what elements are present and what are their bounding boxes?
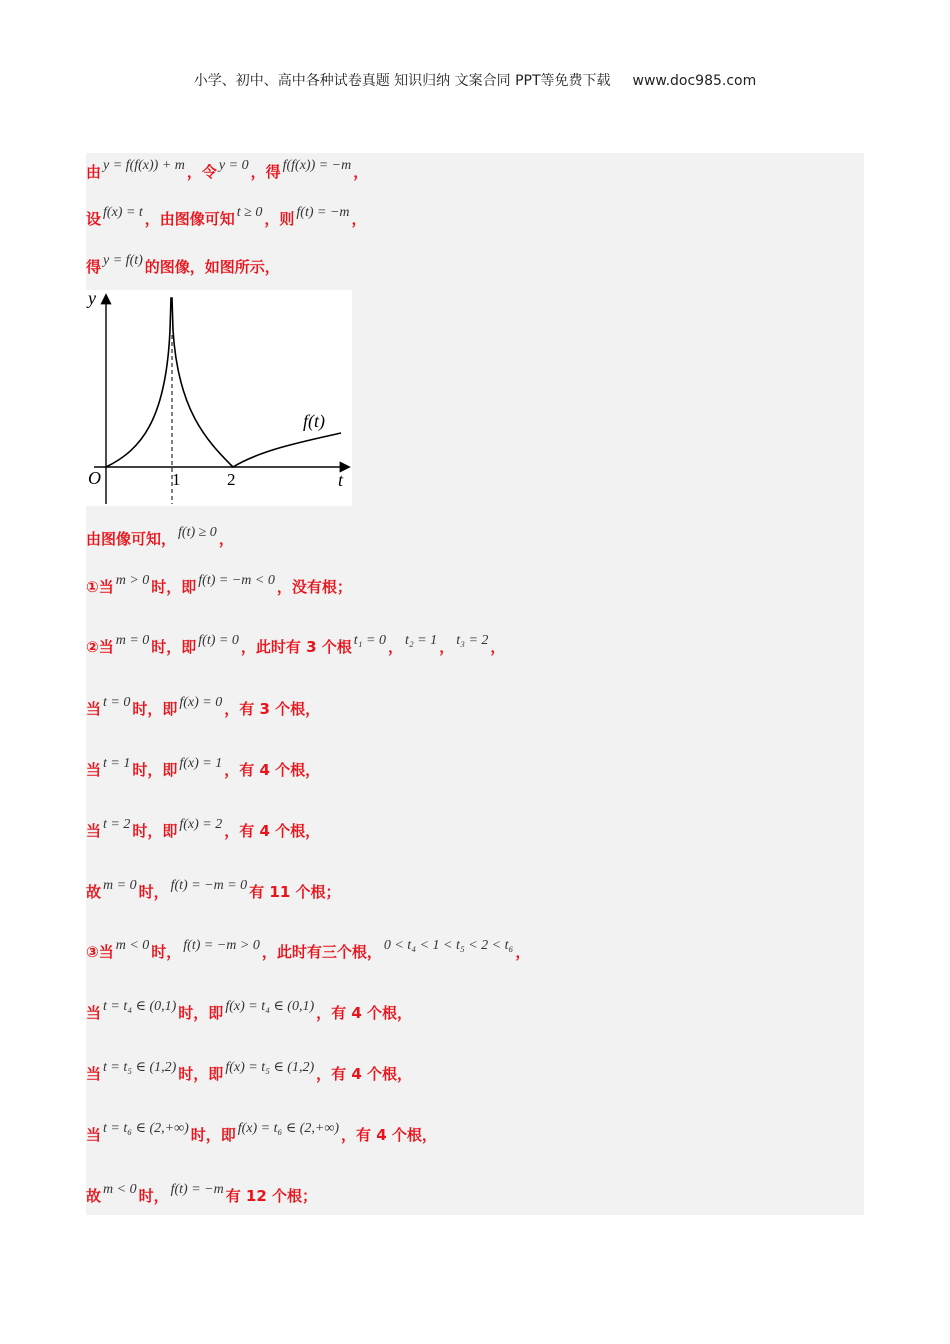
line-text: ①当 [86, 578, 114, 596]
solution-line [86, 1060, 413, 1084]
origin-label: O [88, 468, 101, 488]
page-header [0, 70, 950, 90]
math-expression: m < 0 [103, 1182, 137, 1197]
y-axis-label: y [88, 290, 96, 308]
line-text: 由 [86, 163, 102, 181]
math-expression: t ≥ 0 [236, 205, 263, 220]
line-text: 时，即 [132, 822, 178, 840]
line-text: 设 [86, 210, 102, 228]
line-text: 时，即 [178, 1004, 224, 1022]
header-text: 小学、初中、高中各种试卷真题 知识归纳 文案合同 PPT等免费下载 [193, 73, 611, 89]
line-text: 当 [86, 1004, 102, 1022]
line-text: 有 11 个根； [249, 883, 341, 901]
math-expression: f(t) = −m > 0 [183, 938, 260, 953]
math-expression: f(t) = 0 [198, 633, 239, 648]
solution-panel [86, 153, 864, 1215]
line-text: 当 [86, 700, 102, 718]
solution-line [86, 695, 321, 719]
header-site: www.doc985.com [632, 73, 757, 89]
solution-line [86, 999, 413, 1023]
line-text: ③当 [86, 943, 114, 961]
math-expression: f(t) = −m = 0 [170, 878, 248, 893]
x-axis-label: t [338, 470, 344, 490]
line-text: 时，即 [132, 761, 178, 779]
solution-line [86, 573, 352, 597]
math-expression: t = t₅ ∈ (1,2) [103, 1060, 177, 1075]
line-text: 时，即 [132, 700, 178, 718]
line-text: ， [353, 163, 369, 181]
math-expression: y = f(f(x)) + m [103, 158, 185, 173]
line-text: ，则 [264, 210, 295, 228]
line-text: 当 [86, 1126, 102, 1144]
line-text: 时， [138, 1187, 169, 1205]
line-text: ， [490, 638, 506, 656]
line-text: ，没有根； [276, 578, 352, 596]
line-text: 时， [151, 943, 182, 961]
math-expression: f(x) = t₄ ∈ (0,1) [225, 999, 315, 1014]
line-text: 时，即 [190, 1126, 236, 1144]
curve-f-t [106, 298, 341, 467]
line-text: ，有 4 个根， [316, 1004, 413, 1022]
line-text: ②当 [86, 638, 114, 656]
math-expression: m < 0 [115, 938, 150, 953]
line-text: 时， [138, 883, 169, 901]
line-text: 时，即 [178, 1065, 224, 1083]
math-expression: f(t) ≥ 0 [178, 525, 217, 540]
line-text: 得 [86, 258, 102, 276]
math-expression: f(x) = 1 [179, 756, 223, 771]
math-expression: f(x) = t [103, 205, 143, 220]
curve-label: f(t) [303, 411, 325, 431]
math-expression: f(x) = 2 [179, 817, 223, 832]
line-text: ，令 [186, 163, 217, 181]
line-text: 由图像可知， [86, 530, 177, 548]
line-text: ， [387, 638, 403, 656]
math-expression: f(t) = −m [296, 205, 350, 220]
line-text: 有 12 个根； [225, 1187, 318, 1205]
line-text: ，有 4 个根， [316, 1065, 413, 1083]
line-text: ，有 4 个根， [224, 822, 321, 840]
math-expression: f(x) = 0 [179, 695, 223, 710]
line-text: 故 [86, 883, 102, 901]
math-expression: t₁ = 0 [353, 633, 386, 648]
solution-line [86, 756, 321, 780]
math-expression: y = f(t) [103, 253, 143, 268]
line-text: ，此时有三个根， [261, 943, 382, 961]
line-text: ，由图像可知 [144, 210, 235, 228]
math-expression: f(t) = −m [170, 1182, 224, 1197]
line-text: 时，即 [151, 578, 197, 596]
solution-line [86, 1121, 437, 1145]
line-text: 时，即 [151, 638, 197, 656]
solution-line [86, 817, 321, 841]
tick-label-1: 1 [172, 470, 181, 489]
math-expression: t = t₆ ∈ (2,+∞) [103, 1121, 189, 1136]
line-text: ，有 4 个根， [224, 761, 321, 779]
solution-line [86, 633, 506, 657]
math-expression: m = 0 [115, 633, 150, 648]
math-expression: f(f(x)) = −m [282, 158, 352, 173]
solution-line [86, 525, 234, 549]
math-expression: 0 < t₄ < 1 < t₅ < 2 < t₆ [383, 938, 514, 953]
line-text: ，此时有 3 个根 [240, 638, 352, 656]
line-text: ， [218, 530, 234, 548]
solution-line [86, 938, 531, 962]
math-expression: t = 1 [103, 756, 131, 771]
line-text: 当 [86, 1065, 102, 1083]
line-text: ， [351, 210, 367, 228]
line-text: ，有 4 个根， [341, 1126, 437, 1144]
line-text: 当 [86, 761, 102, 779]
math-expression: f(t) = −m < 0 [198, 573, 275, 588]
solution-line [86, 158, 369, 182]
math-expression: t₃ = 2 [456, 633, 489, 648]
tick-label-2: 2 [227, 470, 236, 489]
solution-line [86, 1182, 318, 1206]
line-text: 的图像，如图所示， [144, 258, 280, 276]
line-text: ，有 3 个根， [224, 700, 321, 718]
math-expression: f(x) = t₅ ∈ (1,2) [225, 1060, 315, 1075]
math-expression: m = 0 [103, 878, 137, 893]
line-text: ， [515, 943, 531, 961]
solution-line [86, 878, 341, 902]
math-expression: f(x) = t₆ ∈ (2,+∞) [237, 1121, 339, 1136]
math-expression: t = 2 [103, 817, 131, 832]
math-expression: m > 0 [115, 573, 150, 588]
math-expression: y = 0 [218, 158, 249, 173]
line-text: ， [439, 638, 455, 656]
line-text: 当 [86, 822, 102, 840]
line-text: ，得 [250, 163, 281, 181]
solution-line [86, 205, 367, 229]
function-graph [86, 290, 352, 506]
math-expression: t = t₄ ∈ (0,1) [103, 999, 177, 1014]
line-text: 故 [86, 1187, 102, 1205]
math-expression: t₂ = 1 [404, 633, 438, 648]
solution-line [86, 253, 280, 277]
math-expression: t = 0 [103, 695, 131, 710]
